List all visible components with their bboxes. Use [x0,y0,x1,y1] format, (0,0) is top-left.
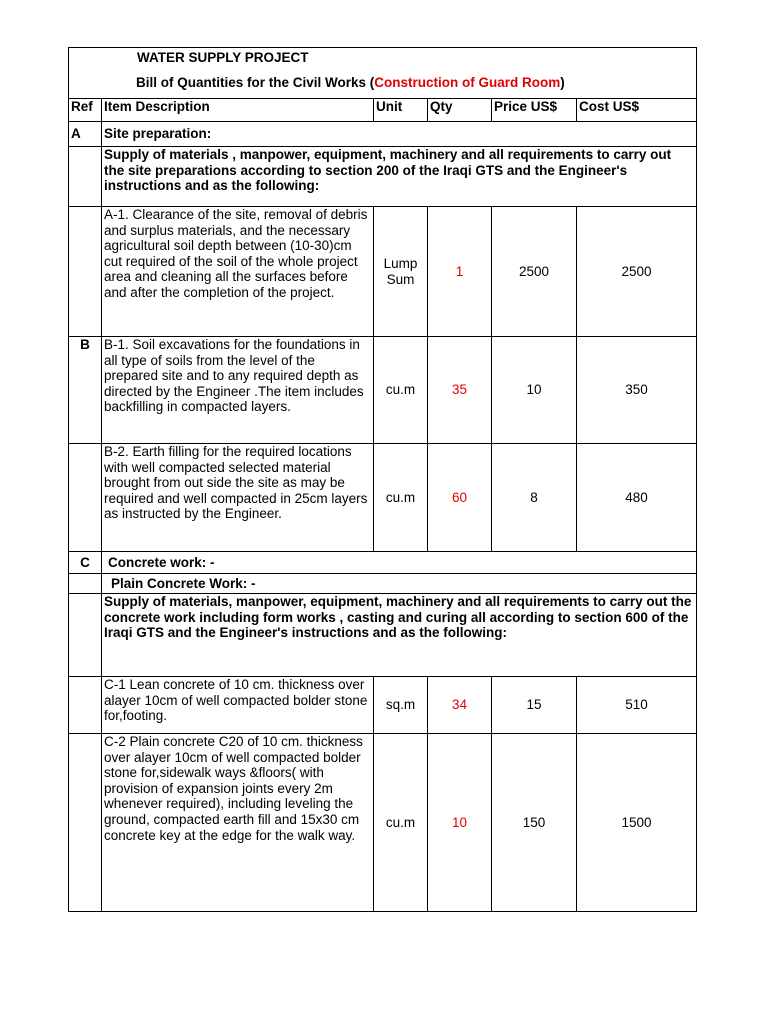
document-title: WATER SUPPLY PROJECT [137,50,309,65]
section-c-subtitle: Plain Concrete Work: - [102,574,697,594]
item-unit: cu.m [374,444,428,552]
ref-blank [69,734,102,912]
ref-blank [69,677,102,734]
header-description: Item Description [102,99,374,122]
item-unit: Lump Sum [374,207,428,337]
item-row [69,677,697,734]
ref-blank [69,574,102,594]
item-cost: 2500 [577,207,697,337]
ref-blank [69,147,102,207]
item-qty: 35 [428,337,492,444]
header-qty: Qty [428,99,492,122]
boq-table [68,47,697,912]
document-subtitle [71,66,694,91]
item-description: B-2. Earth filling for the required locations with well compacted selected material brought from out side the site as may be required and well compacted in 25cm layers as instructed by the Engineer. [102,444,374,552]
item-row [69,337,697,444]
header-unit: Unit [374,99,428,122]
item-price: 8 [492,444,577,552]
item-qty: 60 [428,444,492,552]
item-unit: cu.m [374,337,428,444]
section-a-intro-row [69,147,697,207]
section-c-subtitle-row [69,574,697,594]
section-c-intro: Supply of materials, manpower, equipment, machinery and all requirements to carry out the concrete work including form works , casting and curing all according to section 600 of the Iraqi GTS and the Engineer's instructions and as the following: [102,594,697,677]
item-price: 150 [492,734,577,912]
bill-of-quantities-sheet [68,47,696,912]
header-cost: Cost US$ [577,99,697,122]
ref-blank [69,594,102,677]
section-c-ref: C [69,552,102,574]
title-row [69,48,697,99]
subtitle-highlight: Construction of Guard Room [374,74,561,90]
subtitle-suffix: ) [560,74,565,90]
item-row [69,207,697,337]
ref-blank [69,444,102,552]
item-cost: 1500 [577,734,697,912]
header-ref: Ref [69,99,102,122]
item-price: 15 [492,677,577,734]
section-a-ref: A [69,122,102,147]
section-a-title: Site preparation: [102,122,697,147]
item-qty: 10 [428,734,492,912]
item-row [69,734,697,912]
section-b-ref: B [69,337,102,444]
item-description: B-1. Soil excavations for the foundations in all type of soils from the level of the prepared site and to any required depth as directed by the Engineer .The item includes backfilling in compacted layers. [102,337,374,444]
item-price: 2500 [492,207,577,337]
ref-blank [69,207,102,337]
item-cost: 350 [577,337,697,444]
item-cost: 480 [577,444,697,552]
section-c-intro-row [69,594,697,677]
section-c-row [69,552,697,574]
header-row [69,99,697,122]
section-a-row [69,122,697,147]
title-cell [69,48,697,99]
item-unit: cu.m [374,734,428,912]
section-a-intro: Supply of materials , manpower, equipment, machinery and all requirements to carry out the site preparations according to section 200 of the Iraqi GTS and the Engineer's instructions and as the following: [102,147,697,207]
item-description: A-1. Clearance of the site, removal of debris and surplus materials, and the necessary agricultural soil depth between (10-30)cm cut required of the soil of the whole project area and cleaning all the surfaces before and after the completion of the project. [102,207,374,337]
item-price: 10 [492,337,577,444]
header-price: Price US$ [492,99,577,122]
item-row [69,444,697,552]
subtitle-prefix: Bill of Quantities for the Civil Works ( [136,74,375,90]
item-qty: 1 [428,207,492,337]
item-qty: 34 [428,677,492,734]
item-description: C-2 Plain concrete C20 of 10 cm. thickness over alayer 10cm of well compacted bolder stone for,sidewalk ways &floors( with provision of expansion joints every 2m whenever required), including leveling the ground, compacted earth fill and 15x30 cm concrete key at the edge for the walk way. [102,734,374,912]
item-cost: 510 [577,677,697,734]
item-description: C-1 Lean concrete of 10 cm. thickness over alayer 10cm of well compacted bolder stone for,footing. [102,677,374,734]
section-c-title: Concrete work: - [102,552,697,574]
item-unit: sq.m [374,677,428,734]
